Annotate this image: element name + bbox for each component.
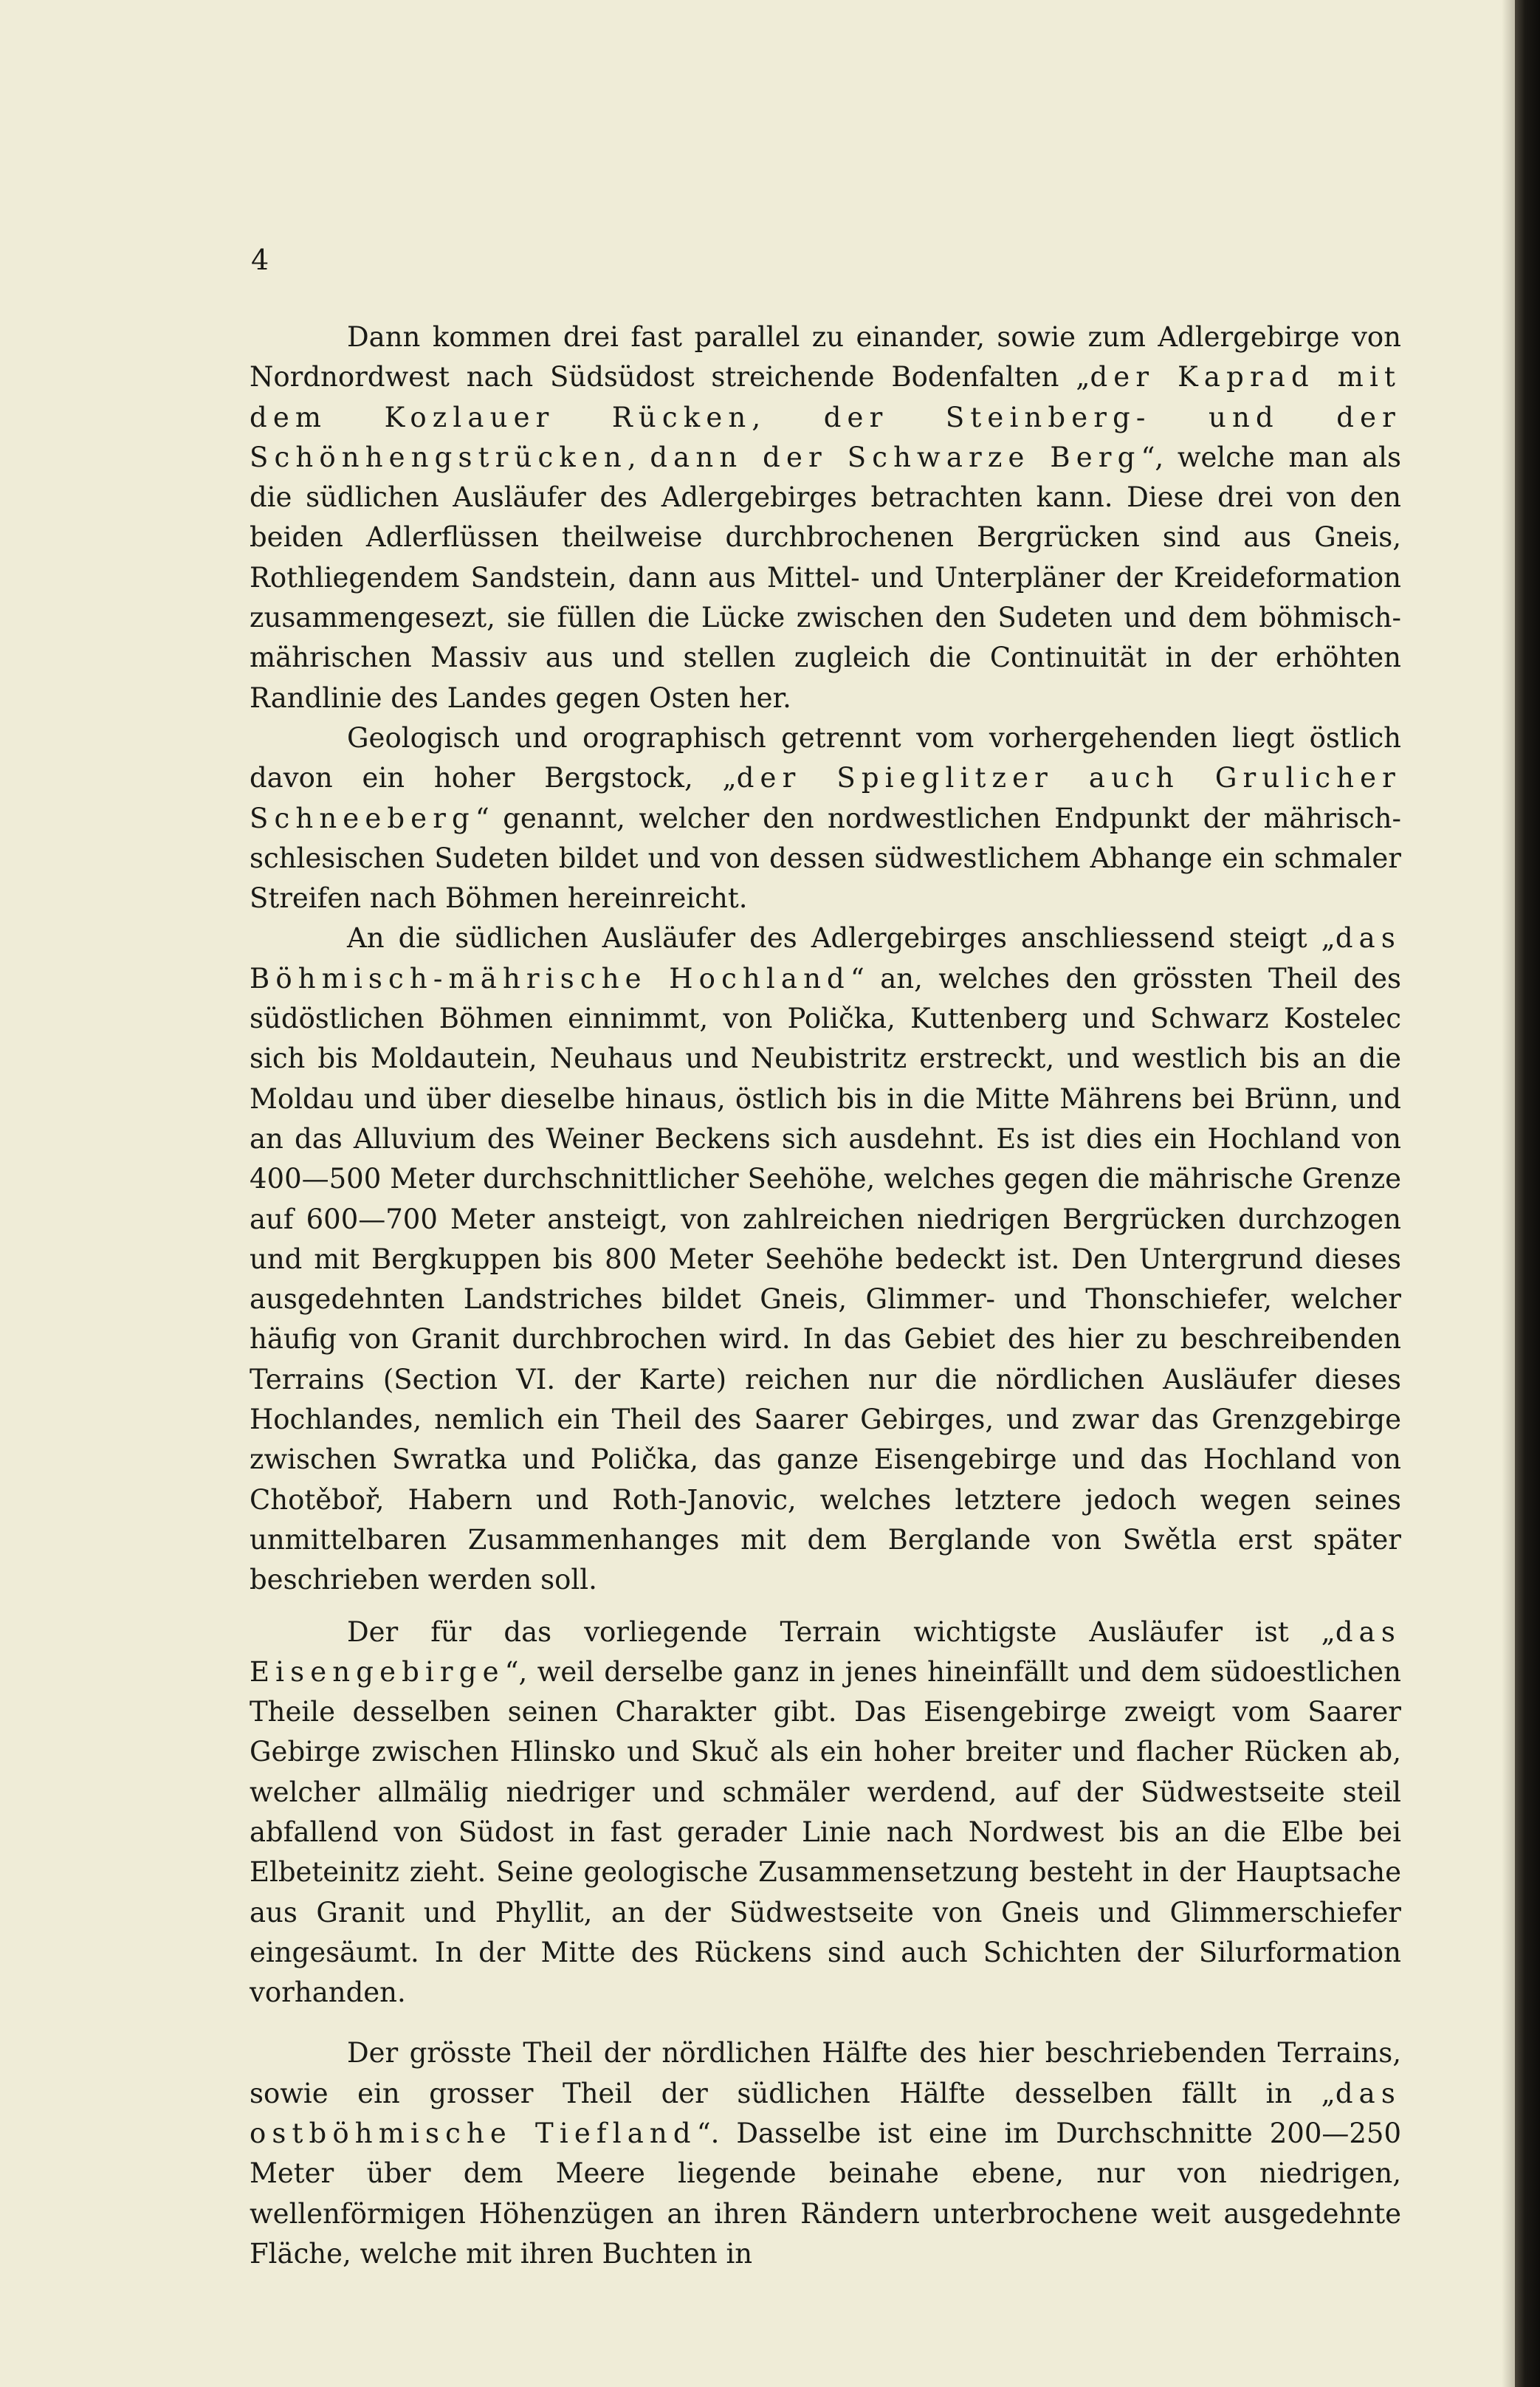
text-run: “ genannt, welcher den nordwestlichen Endpunkt der mährisch-schlesischen Sudeten bildet und von dessen südwestlichem Abhange ein schmaler Streifen nach Böhmen hereinreicht. (250, 802, 1401, 915)
text-run: , (627, 441, 650, 473)
page-number: 4 (251, 244, 269, 276)
spaced-term-spieglitzer: der Spieglitzer auch Grulicher Schneeberg (250, 762, 1401, 834)
page-gutter-shadow (1502, 0, 1515, 2387)
text-run: “, welche man als die südlichen Ausläufer des Adlergebirges betrachten kann. Diese drei von den beiden Adlerflüssen theilweise durchbrochenen Bergrücken sind aus Gneis, Rothliegendem Sandstein, dann aus Mittel- und Unterpläner der Kreideformation zusammengesezt, sie füllen die Lücke zwischen den Sudeten und dem böhmisch- mährischen Massiv aus und stellen zugleich die Continuität in der erhöhten Randlinie des Landes gegen Osten her. (250, 441, 1401, 714)
text-run: “, weil derselbe ganz in jenes hineinfällt und dem südoestlichen Theile desselben seinen Charakter gibt. Das Eisengebirge zweigt vom Saarer Gebirge zwischen Hlinsko und Skuč als ein hoher breiter und flacher Rücken ab, welcher allmälig niedriger und schmäler werdend, auf der Südwestseite steil abfallend von Südost in fast gerader Linie nach Nordwest bis an die Elbe bei Elbeteinitz zieht. Seine geologische Zusammensetzung besteht in der Hauptsache aus Granit und Phyllit, an der Südwestseite von Gneis und Glimmerschiefer eingesäumt. In der Mitte des Rückens sind auch Schichten der Silurformation vorhanden. (250, 1655, 1401, 2009)
book-spine-edge (1515, 0, 1540, 2387)
paragraph-hochland (250, 918, 1401, 1600)
text-run: “ an, welches den grössten Theil des südöstlichen Böhmen einnimmt, von Polička, Kuttenberg und Schwarz Kostelec sich bis Moldautein, Neuhaus und Neubistritz erstreckt, und westlich bis an die Moldau und über dieselbe hinaus, östlich bis in die Mitte Mährens bei Brünn, und an das Alluvium des Weiner Beckens sich ausdehnt. Es ist dies ein Hochland von 400—500 Meter durchschnittlicher Seehöhe, welches gegen die mährische Grenze auf 600—700 Meter ansteigt, von zahlreichen niedrigen Bergrücken durchzogen und mit Bergkuppen bis 800 Meter Seehöhe bedeckt ist. Den Untergrund dieses ausgedehnten Landstriches bildet Gneis, Glimmer- und Thonschiefer, welcher häufig von Granit durchbrochen wird. In das Gebiet des hier zu beschreibenden Terrains (Section VI. der Karte) reichen nur die nördlichen Ausläufer dieses Hochlandes, nemlich ein Theil des Saarer Gebirges, und zwar das Grenzgebirge zwischen Swratka und Polička, das ganze Eisengebirge und das Hochland von Chotěboř, Habern und Roth-Janovic, welches letztere jedoch wegen seines unmittelbaren Zusammenhanges mit dem Berglande von Swětla erst später beschrieben werden soll. (250, 962, 1401, 1596)
paragraph-tiefland (250, 2033, 1401, 2274)
spaced-term-eisengebirge: das Eisengebirge (250, 1615, 1401, 1688)
paragraph-eisengebirge (250, 1612, 1401, 2013)
spaced-term-hochland: das Böhmisch-mährische Hochland (250, 922, 1401, 995)
text-run: Der grösste Theil der nördlichen Hälfte des hier beschriebenden Terrains, sowie ein grosser Theil der südlichen Hälfte desselben fällt in „ (250, 2037, 1401, 2109)
text-run: Dann kommen drei fast parallel zu einander, sowie zum Adlergebirge von Nordnordwest nach Südsüdost streichende Bodenfalten „ (250, 321, 1401, 394)
paragraph-spieglitzer (250, 718, 1401, 918)
body-text (250, 317, 1401, 2274)
spaced-term-schwarze-berg: dann der Schwarze Berg (650, 441, 1141, 473)
text-run: An die südlichen Ausläufer des Adlergebirges anschliessend steigt „ (347, 922, 1336, 955)
paragraph-kaprad (250, 317, 1401, 718)
spaced-term-tiefland: das ostböhmische Tiefland (250, 2077, 1401, 2150)
text-run: Der für das vorliegende Terrain wichtigste Ausläufer ist „ (347, 1615, 1336, 1648)
spaced-term-kaprad: der Kaprad mit dem Kozlauer Rücken, der Steinberg- und der Schönhengstrücken (250, 361, 1401, 473)
text-run: Geologisch und orographisch getrennt vom vorhergehenden liegt östlich davon ein hoher Bergstock, „ (250, 721, 1401, 794)
text-run: “. Dasselbe ist eine im Durchschnitte 200—250 Meter über dem Meere liegende beinahe ebene, nur von niedrigen, wellenförmigen Höhenzügen an ihren Rändern unterbrochene weit ausgedehnte Fläche, welche mit ihren Buchten in (250, 2118, 1401, 2270)
